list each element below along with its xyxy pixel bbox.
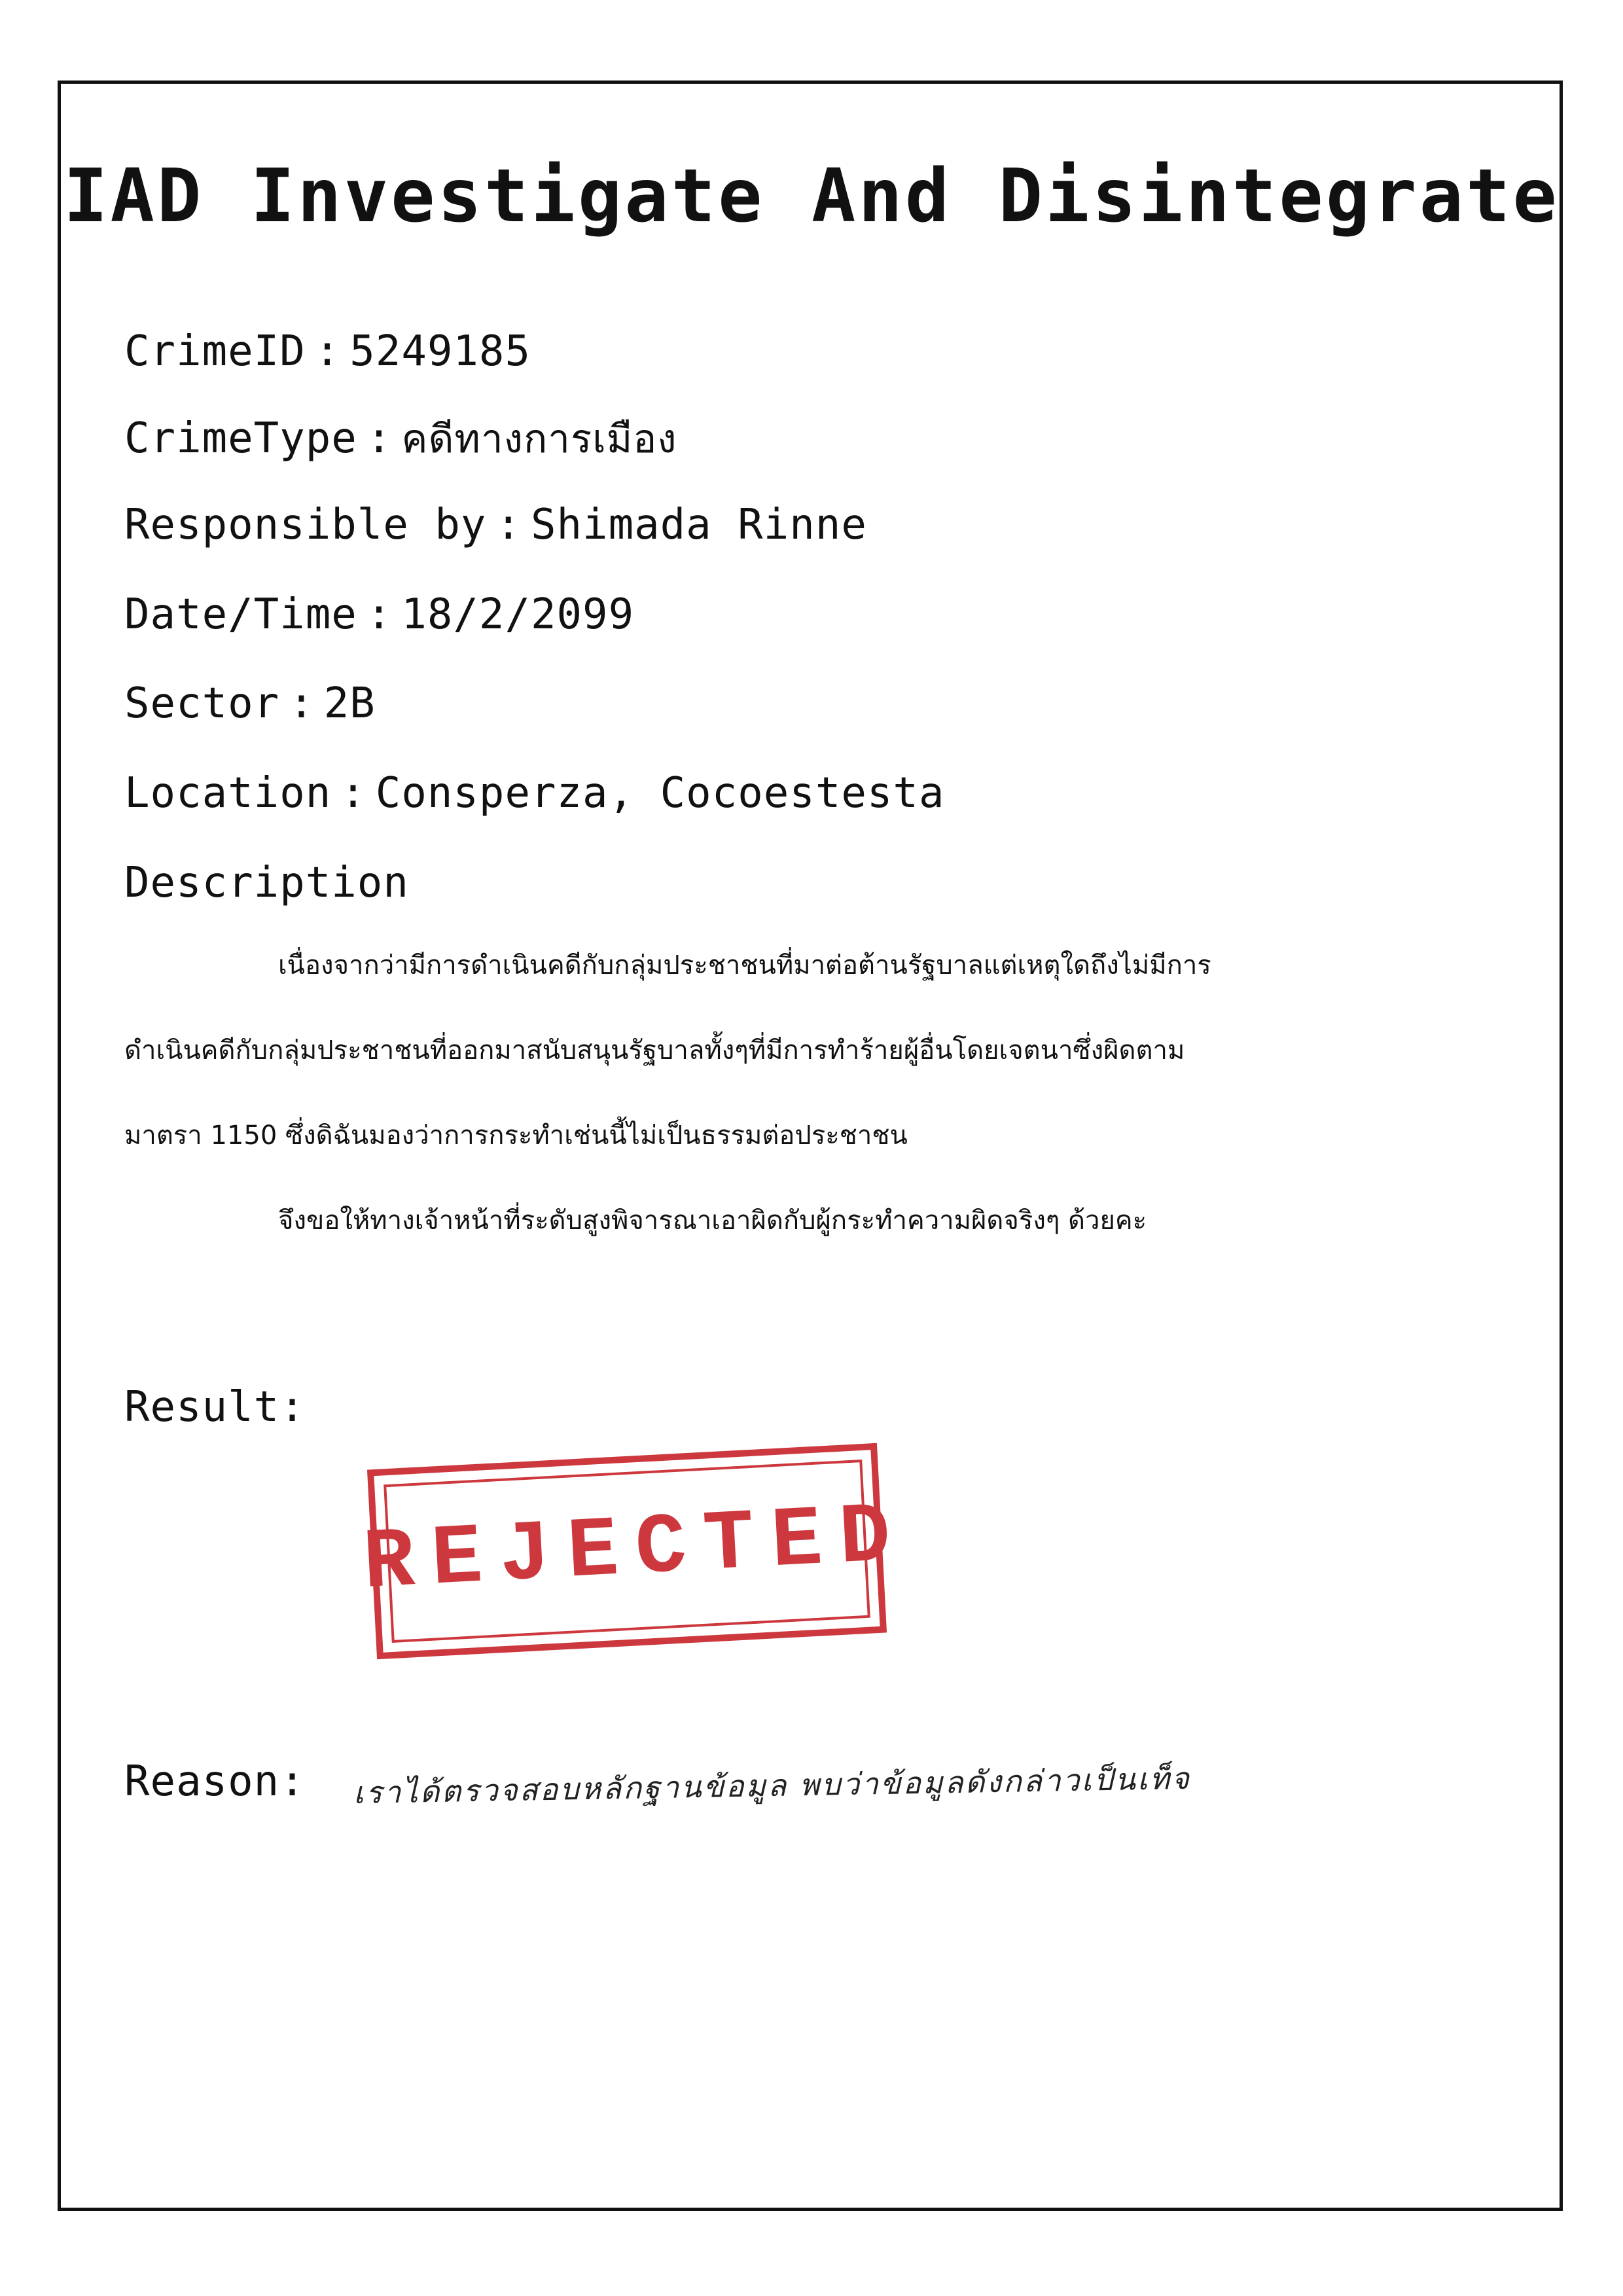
responsible-label: Responsible by bbox=[124, 501, 487, 549]
crime-id-separator: : bbox=[314, 327, 341, 376]
crime-type-separator: : bbox=[366, 414, 393, 463]
description-line: จึงขอให้ทางเจ้าหน้าที่ระดับสูงพิจารณาเอาผิดกับผู้กระทำความผิดจริงๆ ด้วยคะ bbox=[278, 1206, 1147, 1236]
datetime-label: Date/Time bbox=[124, 590, 357, 639]
sector-separator: : bbox=[289, 679, 315, 728]
responsible-row bbox=[124, 501, 867, 549]
responsible-value: Shimada Rinne bbox=[530, 501, 867, 549]
description-line: ดำเนินคดีกับกลุ่มประชาชนที่ออกมาสนับสนุนรัฐบาลทั้งๆที่มีการทำร้ายผู้อื่นโดยเจตนาซึ่งผิดตาม bbox=[124, 1035, 1185, 1066]
description-label: Description bbox=[124, 859, 409, 907]
datetime-value: 18/2/2099 bbox=[401, 590, 635, 639]
rejected-stamp bbox=[361, 1443, 910, 1659]
crime-id-label: CrimeID bbox=[124, 327, 306, 376]
location-row bbox=[124, 769, 945, 817]
responsible-separator: : bbox=[495, 501, 522, 549]
rejected-stamp-inner-border bbox=[361, 1460, 910, 1643]
reason-handwritten-note: เราได้ตรวจสอบหลักฐานข้อมูล พบว่าข้อมูลดังกล่าวเป็นเท็จ bbox=[353, 1760, 1192, 1811]
datetime-row bbox=[124, 590, 635, 639]
crime-type-value: คดีทางการเมือง bbox=[401, 416, 677, 462]
description-line: มาตรา 1150 ซึ่งดิฉันมองว่าการกระทำเช่นนี้ไม่เป็นธรรมต่อประชาชน bbox=[124, 1121, 908, 1151]
sector-row bbox=[124, 679, 376, 728]
location-label: Location bbox=[124, 769, 332, 817]
sector-label: Sector bbox=[124, 679, 280, 728]
rejected-stamp-text: REJECTED bbox=[361, 1488, 910, 1613]
location-separator: : bbox=[340, 769, 366, 817]
crime-type-row bbox=[124, 414, 677, 463]
result-label: Result: bbox=[124, 1383, 306, 1431]
document-title: IAD Investigate And Disintegrate bbox=[63, 154, 1560, 239]
description-line: เนื่องจากว่ามีการดำเนินคดีกับกลุ่มประชาชนที่มาต่อต้านรัฐบาลแต่เหตุใดถึงไม่มีการ bbox=[278, 950, 1211, 980]
crime-type-label: CrimeType bbox=[124, 414, 357, 463]
crime-id-row bbox=[124, 327, 531, 376]
sector-value: 2B bbox=[323, 679, 376, 728]
crime-id-value: 5249185 bbox=[349, 327, 531, 376]
reason-label: Reason: bbox=[124, 1757, 306, 1806]
location-value: Consperza, Cocoestesta bbox=[375, 769, 945, 817]
datetime-separator: : bbox=[366, 590, 393, 639]
